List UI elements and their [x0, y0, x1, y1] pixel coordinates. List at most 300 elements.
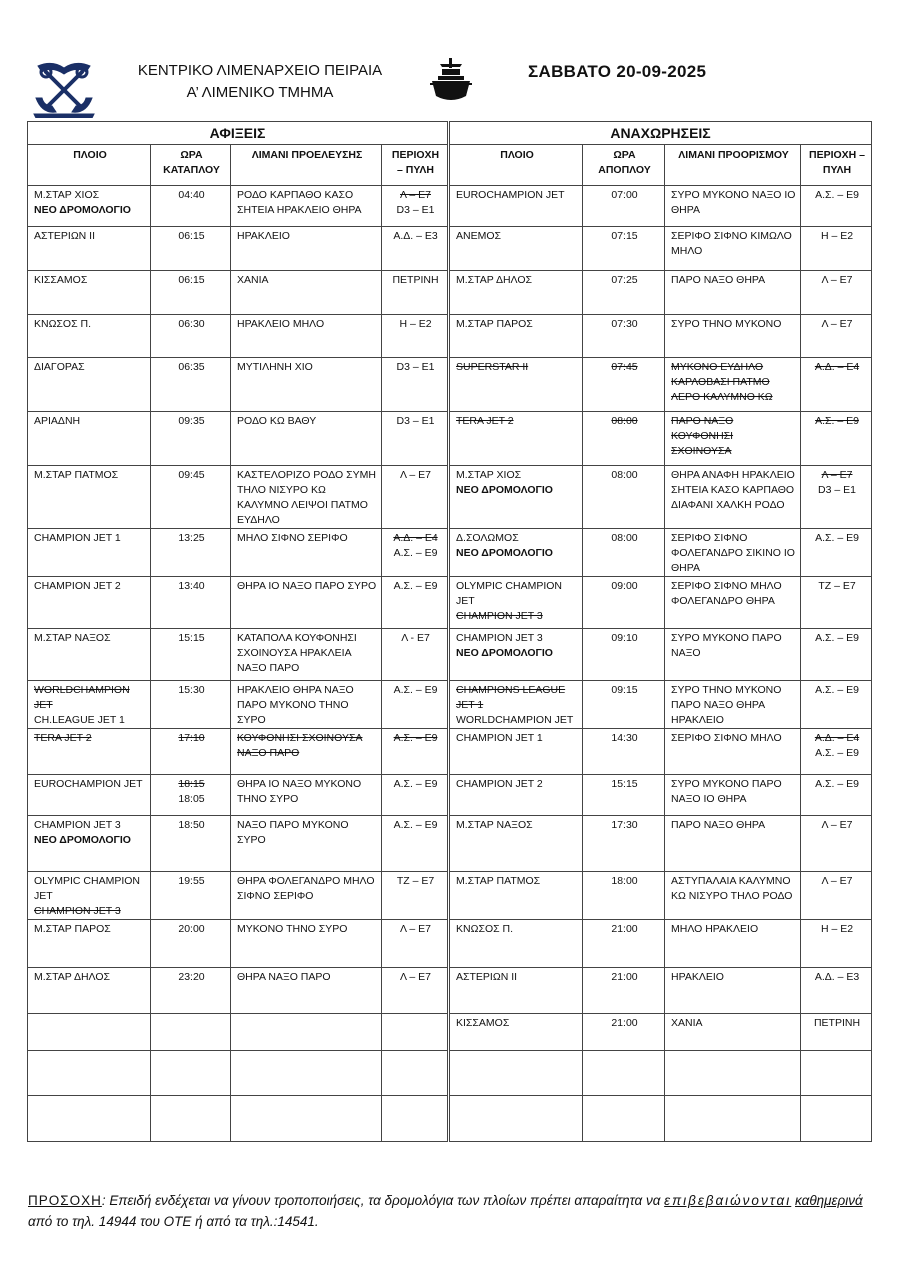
departure-gate-cell — [801, 729, 872, 775]
departure-port-cell — [665, 466, 801, 529]
departure-port-cell — [665, 729, 801, 775]
table-row — [28, 186, 872, 227]
arrival-ship-cell — [28, 1051, 151, 1096]
cell-text: CHAMPION JET 1 — [456, 732, 543, 744]
departure-time-cell — [583, 1014, 665, 1051]
cell-text: ΡΟΔΟ ΚΑΡΠΑΘΟ ΚΑΣΟ ΣΗΤΕΙΑ ΗΡΑΚΛΕΙΟ ΘΗΡΑ — [237, 189, 362, 216]
arrival-port-cell — [231, 1014, 382, 1051]
cell-text: 09:10 — [611, 632, 638, 644]
cell-text: ΣΥΡΟ ΤΗΝΟ ΜΥΚΟΝΟ — [671, 318, 782, 330]
departure-ship-cell — [449, 968, 583, 1014]
arrival-gate-cell — [382, 466, 449, 529]
cell-text: ΔΙΑΓΟΡΑΣ — [34, 361, 85, 373]
arrivals-col-ship: ΠΛΟΙΟ — [28, 145, 151, 186]
cell-text: ΧΑΝΙΑ — [237, 274, 269, 286]
departure-port-cell — [665, 227, 801, 271]
cell-text: ΑΣΤΥΠΑΛΑΙΑ ΚΑΛΥΜΝΟ ΚΩ ΝΙΣΥΡΟ ΤΗΛΟ ΡΟΔΟ — [671, 875, 793, 902]
cell-text: CHAMPION JET 2 — [34, 580, 121, 592]
arrival-time-cell — [151, 577, 231, 629]
arrival-port-cell — [231, 968, 382, 1014]
cell-text: Δ.ΣΟΛΩΜΟΣ — [456, 532, 519, 544]
departure-time-cell — [583, 968, 665, 1014]
cancelled-entry: Α.Σ. – Ε9 — [815, 415, 859, 427]
departure-gate-cell — [801, 227, 872, 271]
cell-text: Λ – Ε7 — [821, 274, 853, 286]
new-route-label: ΝΕΟ ΔΡΟΜΟΛΟΓΙΟ — [456, 547, 553, 559]
departure-time-cell — [583, 1051, 665, 1096]
new-route-label: ΝΕΟ ΔΡΟΜΟΛΟΓΙΟ — [456, 647, 553, 659]
table-row — [28, 629, 872, 681]
departure-time-cell — [583, 315, 665, 358]
cell-text: ΚΝΩΣΟΣ Π. — [456, 923, 514, 935]
cell-text: ΣΕΡΙΦΟ ΣΙΦΝΟ ΜΗΛΟ ΦΟΛΕΓΑΝΔΡΟ ΘΗΡΑ — [671, 580, 782, 607]
cancelled-entry: 08:00 — [611, 415, 638, 427]
cell-text: ΚΝΩΣΟΣ Π. — [34, 318, 92, 330]
cell-text: Μ.ΣΤΑΡ ΔΗΛΟΣ — [34, 971, 110, 983]
arrival-gate-cell — [382, 816, 449, 872]
departure-time-cell — [583, 271, 665, 315]
arrival-port-cell — [231, 920, 382, 968]
arrival-port-cell — [231, 775, 382, 816]
issuing-authority — [120, 60, 400, 104]
cancelled-entry: CHAMPION JET 3 — [456, 610, 543, 622]
arrival-port-cell — [231, 629, 382, 681]
arrival-port-cell — [231, 577, 382, 629]
cell-text: 08:00 — [611, 469, 638, 481]
departure-time-cell — [583, 577, 665, 629]
cell-text: Μ.ΣΤΑΡ ΔΗΛΟΣ — [456, 274, 533, 286]
departures-col-ship: ΠΛΟΙΟ — [449, 145, 583, 186]
cell-text: Λ - Ε7 — [401, 632, 430, 644]
arrival-port-cell — [231, 227, 382, 271]
cancelled-entry: TERA JET 2 — [34, 732, 92, 744]
cell-text: CHAMPION JET 2 — [456, 778, 543, 790]
cancelled-entry: Α.Δ. – Ε4 — [814, 361, 860, 373]
arrival-port-cell — [231, 412, 382, 466]
cell-text: 20:00 — [178, 923, 205, 935]
cell-text: 15:15 — [178, 632, 205, 644]
arrival-ship-cell — [28, 186, 151, 227]
arrival-port-cell — [231, 872, 382, 920]
cell-text: ΑΣΤΕΡΙΩΝ ΙΙ — [34, 230, 96, 242]
departure-gate-cell — [801, 872, 872, 920]
arrival-time-cell — [151, 629, 231, 681]
cell-text: 18:00 — [611, 875, 638, 887]
arrival-ship-cell — [28, 681, 151, 729]
departure-port-cell — [665, 775, 801, 816]
departure-gate-cell — [801, 412, 872, 466]
departure-gate-cell — [801, 968, 872, 1014]
cell-text: 15:30 — [178, 684, 205, 696]
department-name: Α’ ΛΙΜΕΝΙΚΟ ΤΜΗΜΑ — [186, 84, 334, 101]
departure-time-cell — [583, 358, 665, 412]
cell-text: 09:00 — [611, 580, 638, 592]
arrival-gate-cell — [382, 412, 449, 466]
table-row — [28, 1051, 872, 1096]
table-row — [28, 358, 872, 412]
cell-text: ΗΡΑΚΛΕΙΟ ΘΗΡΑ ΝΑΞΟ ΠΑΡΟ ΜΥΚΟΝΟ ΤΗΝΟ ΣΥΡΟ — [237, 684, 354, 726]
departure-time-cell — [583, 529, 665, 577]
departure-time-cell — [583, 412, 665, 466]
table-row — [28, 816, 872, 872]
arrival-ship-cell — [28, 816, 151, 872]
table-row — [28, 1014, 872, 1051]
arrival-port-cell — [231, 358, 382, 412]
cell-text: ΘΗΡΑ ΙΟ ΝΑΞΟ ΜΥΚΟΝΟ ΤΗΝΟ ΣΥΡΟ — [237, 778, 362, 805]
departure-port-cell — [665, 816, 801, 872]
arrival-ship-cell — [28, 315, 151, 358]
cell-text: ΑΝΕΜΟΣ — [456, 230, 502, 242]
arrival-port-cell — [231, 729, 382, 775]
cell-text: ΜΥΤΙΛΗΝΗ ΧΙΟ — [237, 361, 313, 373]
arrival-gate-cell — [382, 1051, 449, 1096]
departure-time-cell — [583, 466, 665, 529]
authority-name: ΚΕΝΤΡΙΚΟ ΛΙΜΕΝΑΡΧΕΙΟ ΠΕΙΡΑΙΑ — [137, 62, 383, 79]
cell-text: 09:35 — [178, 415, 205, 427]
arrival-gate-cell — [382, 358, 449, 412]
departure-ship-cell — [449, 466, 583, 529]
cell-text: Μ.ΣΤΑΡ ΝΑΞΟΣ — [34, 632, 111, 644]
departure-time-cell — [583, 1096, 665, 1142]
arrival-time-cell — [151, 775, 231, 816]
cell-text: CHAMPION JET 3 — [34, 819, 121, 831]
arrival-port-cell — [231, 1096, 382, 1142]
departure-time-cell — [583, 920, 665, 968]
cancelled-entry: ΠΑΡΟ ΝΑΞΟ ΚΟΥΦΟΝΗΣΙ ΣΧΟΙΝΟΥΣΑ — [671, 415, 734, 457]
table-row — [28, 227, 872, 271]
departure-time-cell — [583, 775, 665, 816]
cell-text: 13:40 — [178, 580, 205, 592]
table-row — [28, 466, 872, 529]
notice-emphasis-daily: καθημερινά — [795, 1193, 863, 1208]
departure-port-cell — [665, 315, 801, 358]
cell-text: CH.LEAGUE JET 1 — [34, 714, 125, 726]
cancelled-entry: Λ – Ε7 — [821, 469, 853, 481]
cell-text: ΘΗΡΑ ΙΟ ΝΑΞΟ ΠΑΡΟ ΣΥΡΟ — [237, 580, 377, 592]
cell-text: 06:35 — [178, 361, 205, 373]
arrival-gate-cell — [382, 968, 449, 1014]
arrival-time-cell — [151, 412, 231, 466]
cell-text: ΘΗΡΑ ΝΑΞΟ ΠΑΡΟ — [237, 971, 331, 983]
arrival-ship-cell — [28, 629, 151, 681]
cell-text: 13:25 — [178, 532, 205, 544]
cell-text: ΡΟΔΟ ΚΩ ΒΑΘΥ — [237, 415, 317, 427]
departure-gate-cell — [801, 358, 872, 412]
departure-ship-cell — [449, 775, 583, 816]
cell-text: Η – Ε2 — [820, 923, 854, 935]
notice-emphasis-confirm: επιβεβαιώνονται — [664, 1193, 792, 1208]
cell-text: Α.Δ. – Ε3 — [393, 230, 438, 242]
arrival-ship-cell — [28, 729, 151, 775]
arrival-ship-cell — [28, 1014, 151, 1051]
cell-text: 09:15 — [611, 684, 638, 696]
cell-text: CHAMPION JET 3 — [456, 632, 543, 644]
cell-text: Λ – Ε7 — [821, 875, 853, 887]
arrival-gate-cell — [382, 315, 449, 358]
cell-text: 04:40 — [178, 189, 205, 201]
arrival-port-cell — [231, 529, 382, 577]
arrival-port-cell — [231, 681, 382, 729]
departures-col-time: ΩΡΑ ΑΠΟΠΛΟΥ — [583, 145, 665, 186]
cell-text: EUROCHAMPION JET — [34, 778, 143, 790]
cell-text: ΠΕΤΡΙΝΗ — [813, 1017, 861, 1029]
cancelled-entry: ΚΟΥΦΟΝΗΣΙ ΣΧΟΙΝΟΥΣΑ ΝΑΞΟ ΠΑΡΟ — [237, 732, 363, 759]
arrival-ship-cell — [28, 1096, 151, 1142]
arrivals-col-gate: ΠΕΡΙΟΧΗ – ΠΥΛΗ — [382, 145, 449, 186]
departure-gate-cell — [801, 920, 872, 968]
cancelled-entry: 18:15 — [178, 778, 205, 790]
cell-text: 23:20 — [178, 971, 205, 983]
cell-text: D3 – Ε1 — [818, 484, 856, 496]
departures-col-gate: ΠΕΡΙΟΧΗ – ΠΥΛΗ — [801, 145, 872, 186]
departure-ship-cell — [449, 577, 583, 629]
arrival-gate-cell — [382, 629, 449, 681]
departures-col-port: ΛΙΜΑΝΙ ΠΡΟΟΡΙΣΜΟΥ — [665, 145, 801, 186]
arrivals-heading: ΑΦΙΞΕΙΣ — [28, 122, 449, 145]
cell-text: Α.Δ. – Ε3 — [814, 971, 860, 983]
departure-gate-cell — [801, 629, 872, 681]
cell-text: ΠΑΡΟ ΝΑΞΟ ΘΗΡΑ — [671, 274, 766, 286]
cell-text: ΚΙΣΣΑΜΟΣ — [456, 1017, 510, 1029]
cell-text: 21:00 — [611, 971, 638, 983]
cell-text: Μ.ΣΤΑΡ ΠΑΡΟΣ — [456, 318, 533, 330]
arrival-gate-cell — [382, 729, 449, 775]
cancelled-entry: Α.Δ. – Ε4 — [393, 532, 438, 544]
arrival-port-cell — [231, 466, 382, 529]
departure-port-cell — [665, 186, 801, 227]
departure-ship-cell — [449, 629, 583, 681]
arrival-gate-cell — [382, 1096, 449, 1142]
cell-text: 21:00 — [611, 1017, 638, 1029]
cell-text: Α.Σ. – Ε9 — [815, 747, 859, 759]
arrival-time-cell — [151, 968, 231, 1014]
arrival-ship-cell — [28, 271, 151, 315]
arrival-port-cell — [231, 271, 382, 315]
cell-text: Λ – Ε7 — [400, 469, 431, 481]
cell-text: ΣΕΡΙΦΟ ΣΙΦΝΟ ΜΗΛΟ — [671, 732, 782, 744]
cancelled-entry: WORLDCHAMPION JET — [34, 684, 130, 711]
departure-time-cell — [583, 629, 665, 681]
cell-text: Μ.ΣΤΑΡ ΠΑΡΟΣ — [34, 923, 111, 935]
arrival-time-cell — [151, 1014, 231, 1051]
departure-ship-cell — [449, 816, 583, 872]
table-row — [28, 775, 872, 816]
cell-text: Α.Σ. – Ε9 — [815, 632, 859, 644]
departure-ship-cell — [449, 358, 583, 412]
arrival-gate-cell — [382, 872, 449, 920]
departure-ship-cell — [449, 1014, 583, 1051]
table-row — [28, 315, 872, 358]
arrival-time-cell — [151, 1096, 231, 1142]
departure-gate-cell — [801, 577, 872, 629]
cell-text: Α.Σ. – Ε9 — [393, 547, 438, 559]
cancelled-entry: TERA JET 2 — [456, 415, 514, 427]
arrivals-col-port: ΛΙΜΑΝΙ ΠΡΟΕΛΕΥΣΗΣ — [231, 145, 382, 186]
cell-text: 21:00 — [611, 923, 638, 935]
arrival-ship-cell — [28, 920, 151, 968]
cell-text: ΤΖ – Ε7 — [396, 875, 435, 887]
departure-time-cell — [583, 729, 665, 775]
arrival-ship-cell — [28, 577, 151, 629]
arrival-time-cell — [151, 466, 231, 529]
arrival-port-cell — [231, 816, 382, 872]
departure-gate-cell — [801, 1096, 872, 1142]
cancelled-entry: 07:45 — [611, 361, 638, 373]
cell-text: Α.Σ. – Ε9 — [393, 684, 438, 696]
cell-text: ΣΕΡΙΦΟ ΣΙΦΝΟ ΚΙΜΩΛΟ ΜΗΛΟ — [671, 230, 792, 257]
arrival-ship-cell — [28, 466, 151, 529]
departure-ship-cell — [449, 729, 583, 775]
departure-ship-cell — [449, 920, 583, 968]
cell-text: ΗΡΑΚΛΕΙΟ — [237, 230, 290, 242]
cell-text: Λ – Ε7 — [821, 819, 853, 831]
arrival-time-cell — [151, 816, 231, 872]
cell-text: OLYMPIC CHAMPION JET — [456, 580, 562, 607]
arrival-ship-cell — [28, 775, 151, 816]
arrival-ship-cell — [28, 412, 151, 466]
arrival-ship-cell — [28, 872, 151, 920]
arrival-port-cell — [231, 315, 382, 358]
departure-gate-cell — [801, 816, 872, 872]
notice-footer — [28, 1190, 878, 1232]
arrival-gate-cell — [382, 681, 449, 729]
arrival-ship-cell — [28, 358, 151, 412]
departure-port-cell — [665, 968, 801, 1014]
cancelled-entry: SUPERSTAR II — [456, 361, 529, 373]
cell-text: 15:15 — [611, 778, 638, 790]
arrival-time-cell — [151, 729, 231, 775]
cell-text: Α.Σ. – Ε9 — [815, 189, 859, 201]
notice-text: : Επειδή ενδέχεται να γίνουν τροποποιήσεις, τα δρομολόγια των πλοίων πρέπει απαραίτητα να — [101, 1193, 665, 1208]
cell-text: 19:55 — [178, 875, 205, 887]
departure-port-cell — [665, 681, 801, 729]
departure-port-cell — [665, 412, 801, 466]
cell-text: 18:05 — [178, 793, 205, 805]
arrival-gate-cell — [382, 1014, 449, 1051]
departure-gate-cell — [801, 1051, 872, 1096]
departure-gate-cell — [801, 1014, 872, 1051]
arrival-time-cell — [151, 1051, 231, 1096]
arrival-time-cell — [151, 358, 231, 412]
coast-guard-logo-icon — [32, 60, 96, 118]
departure-time-cell — [583, 816, 665, 872]
table-row — [28, 1096, 872, 1142]
cancelled-entry: Α.Δ. – Ε4 — [814, 732, 860, 744]
departure-ship-cell — [449, 681, 583, 729]
cancelled-entry: CHAMPION JET 3 — [34, 905, 121, 917]
cell-text: Λ – Ε7 — [821, 318, 853, 330]
table-row — [28, 872, 872, 920]
arrival-gate-cell — [382, 577, 449, 629]
table-row — [28, 412, 872, 466]
cell-text: Μ.ΣΤΑΡ ΧΙΟΣ — [34, 189, 100, 201]
arrival-port-cell — [231, 186, 382, 227]
departure-gate-cell — [801, 681, 872, 729]
cell-text: ΗΡΑΚΛΕΙΟ — [671, 971, 724, 983]
cell-text: ΠΕΤΡΙΝΗ — [392, 274, 439, 286]
cell-text: ΝΑΞΟ ΠΑΡΟ ΜΥΚΟΝΟ ΣΥΡΟ — [237, 819, 349, 846]
departure-ship-cell — [449, 271, 583, 315]
arrival-gate-cell — [382, 186, 449, 227]
cell-text: 07:25 — [611, 274, 638, 286]
cell-text: 17:30 — [611, 819, 638, 831]
departure-gate-cell — [801, 186, 872, 227]
departure-port-cell — [665, 1096, 801, 1142]
new-route-label: ΝΕΟ ΔΡΟΜΟΛΟΓΙΟ — [34, 834, 131, 846]
cancelled-entry: CHAMPIONS LEAGUE JET 1 — [456, 684, 566, 711]
departure-ship-cell — [449, 872, 583, 920]
arrival-time-cell — [151, 681, 231, 729]
cell-text: ΤΖ – Ε7 — [818, 580, 856, 592]
departure-port-cell — [665, 629, 801, 681]
cell-text: ΗΡΑΚΛΕΙΟ ΜΗΛΟ — [237, 318, 325, 330]
cell-text: ΜΗΛΟ ΣΙΦΝΟ ΣΕΡΙΦΟ — [237, 532, 348, 544]
schedule-date: ΣΑΒΒΑΤΟ 20-09-2025 — [528, 62, 707, 81]
cell-text: 06:15 — [178, 230, 205, 242]
departure-port-cell — [665, 577, 801, 629]
arrival-time-cell — [151, 872, 231, 920]
cell-text: ΣΥΡΟ ΤΗΝΟ ΜΥΚΟΝΟ ΠΑΡΟ ΝΑΞΟ ΘΗΡΑ ΗΡΑΚΛΕΙΟ — [671, 684, 782, 726]
cell-text: Α.Σ. – Ε9 — [393, 819, 438, 831]
table-row — [28, 681, 872, 729]
departure-gate-cell — [801, 271, 872, 315]
arrival-gate-cell — [382, 775, 449, 816]
departure-time-cell — [583, 227, 665, 271]
table-row — [28, 729, 872, 775]
table-row — [28, 529, 872, 577]
departure-ship-cell — [449, 1096, 583, 1142]
arrival-gate-cell — [382, 529, 449, 577]
arrival-ship-cell — [28, 227, 151, 271]
cancelled-entry: 17:10 — [178, 732, 205, 744]
arrival-time-cell — [151, 920, 231, 968]
departure-gate-cell — [801, 315, 872, 358]
departure-port-cell — [665, 872, 801, 920]
cell-text: WORLDCHAMPION JET — [456, 714, 574, 726]
arrival-time-cell — [151, 529, 231, 577]
departure-time-cell — [583, 872, 665, 920]
departure-time-cell — [583, 681, 665, 729]
table-row — [28, 577, 872, 629]
cell-text: 09:45 — [178, 469, 205, 481]
cell-text: Η – Ε2 — [399, 318, 432, 330]
cell-text: Μ.ΣΤΑΡ ΧΙΟΣ — [456, 469, 522, 481]
cell-text: 06:30 — [178, 318, 205, 330]
cell-text: ΣΥΡΟ ΜΥΚΟΝΟ ΠΑΡΟ ΝΑΞΟ — [671, 632, 782, 659]
cell-text: D3 – Ε1 — [396, 415, 435, 427]
arrival-port-cell — [231, 1051, 382, 1096]
cell-text: OLYMPIC CHAMPION JET — [34, 875, 140, 902]
cell-text: ΚΑΣΤΕΛΟΡΙΖΟ ΡΟΔΟ ΣΥΜΗ ΤΗΛΟ ΝΙΣΥΡΟ ΚΩ ΚΑΛΥΜΝΟ ΛΕΙΨΟΙ ΠΑΤΜΟ ΕΥΔΗΛΟ — [237, 469, 376, 526]
cell-text: EUROCHAMPION JET — [456, 189, 565, 201]
departure-ship-cell — [449, 412, 583, 466]
departure-port-cell — [665, 358, 801, 412]
cell-text: ΑΣΤΕΡΙΩΝ ΙΙ — [456, 971, 518, 983]
arrival-time-cell — [151, 315, 231, 358]
new-route-label: ΝΕΟ ΔΡΟΜΟΛΟΓΙΟ — [34, 204, 131, 216]
cell-text: ΣΕΡΙΦΟ ΣΙΦΝΟ ΦΟΛΕΓΑΝΔΡΟ ΣΙΚΙΝΟ ΙΟ ΘΗΡΑ — [671, 532, 795, 574]
notice-lead: ΠΡΟΣΟΧΗ — [28, 1193, 102, 1208]
departure-ship-cell — [449, 1051, 583, 1096]
cell-text: ΣΥΡΟ ΜΥΚΟΝΟ ΠΑΡΟ ΝΑΞΟ ΙΟ ΘΗΡΑ — [671, 778, 782, 805]
departure-port-cell — [665, 529, 801, 577]
cell-text: CHAMPION JET 1 — [34, 532, 121, 544]
cancelled-entry: Α.Σ. – Ε9 — [393, 732, 438, 744]
arrivals-col-time: ΩΡΑ ΚΑΤΑΠΛΟΥ — [151, 145, 231, 186]
ferry-schedule-table — [27, 121, 872, 1142]
cell-text: ΠΑΡΟ ΝΑΞΟ ΘΗΡΑ — [671, 819, 766, 831]
departure-gate-cell — [801, 775, 872, 816]
